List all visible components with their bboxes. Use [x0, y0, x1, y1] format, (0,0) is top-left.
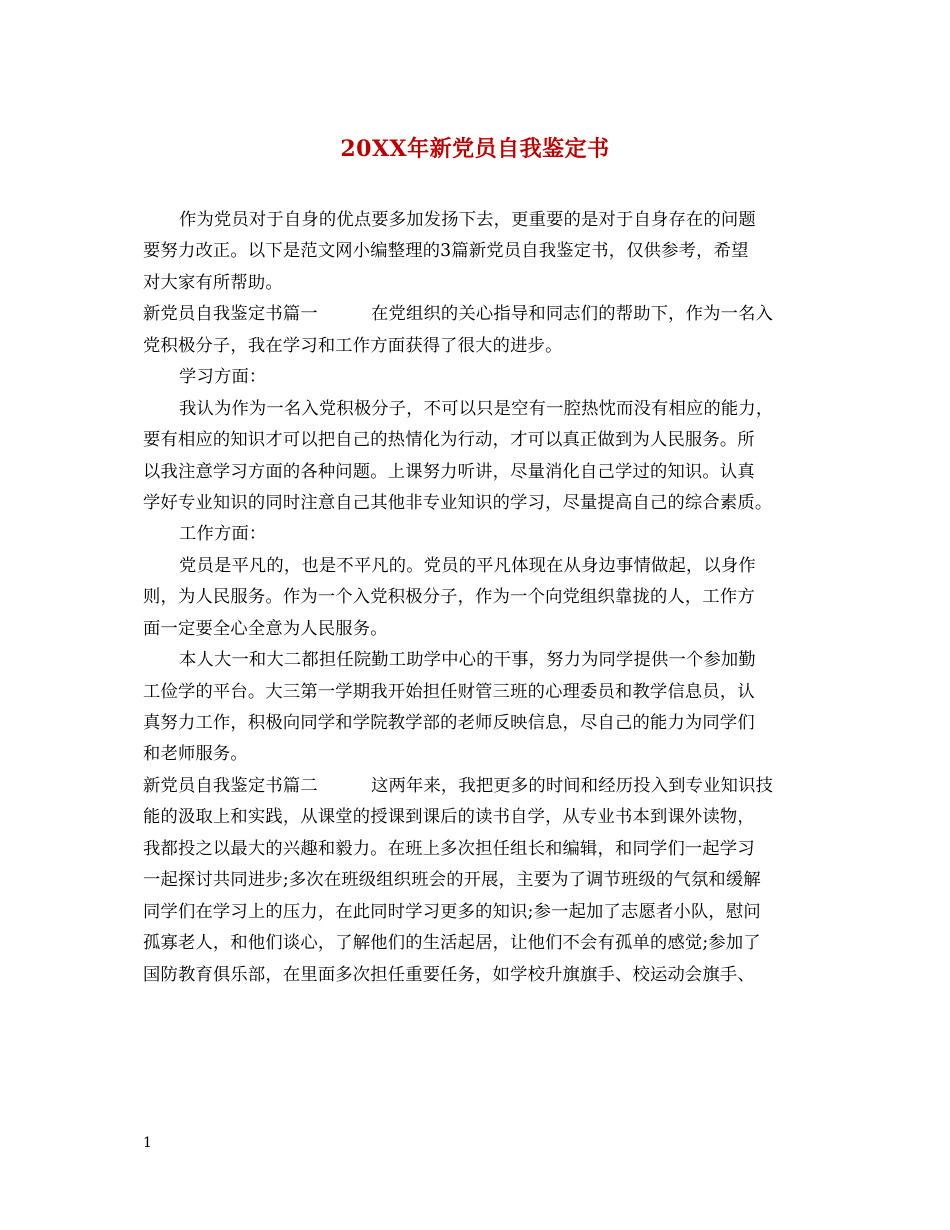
paragraph-line: [143, 362, 823, 393]
line-text: 要有相应的知识才可以把自己的热情化为行动，才可以真正做到为人民服务。所: [143, 430, 755, 451]
line-text: 我认为作为一名入党积极分子，不可以只是空有一腔热忱而没有相应的能力，: [179, 398, 774, 419]
section-line: [143, 771, 823, 802]
line-text: 党员是平凡的，也是不平凡的。党员的平凡体现在从身边事情做起，以身作: [179, 555, 756, 576]
line-text: 学习方面：: [179, 367, 267, 388]
line-text: 以我注意学习方面的各种问题。上课努力听讲，尽量消化自己学过的知识。认真: [143, 461, 755, 482]
paragraph-line: [143, 928, 823, 959]
line-text: 则，为人民服务。作为一个入党积极分子，作为一个向党组织靠拢的人，工作方: [143, 587, 755, 608]
section-line: [143, 299, 823, 330]
paragraph-line: [143, 645, 823, 676]
paragraph-line: [143, 205, 823, 236]
line-text: 本人大一和大二都担任院勤工助学中心的干事，努力为同学提供一个参加勤: [179, 650, 756, 671]
line-text: 这两年来，我把更多的时间和经历投入到专业知识技: [371, 775, 774, 796]
paragraph-line: [143, 677, 823, 708]
paragraph-line: [143, 960, 823, 991]
line-text: 和老师服务。: [143, 744, 248, 765]
paragraph-line: [143, 519, 823, 550]
line-text: 要努力改正。以下是范文网小编整理的3篇新党员自我鉴定书，仅供参考，希望: [143, 241, 749, 262]
line-text: 同学们在学习上的压力，在此同时学习更多的知识;参一起加了志愿者小队，慰问: [143, 901, 761, 922]
paragraph-line: [143, 834, 823, 865]
section-heading: 新党员自我鉴定书篇一: [143, 304, 318, 325]
line-text: 面一定要全心全意为人民服务。: [143, 618, 388, 639]
line-text: 对大家有所帮助。: [143, 272, 283, 293]
section-heading: 新党员自我鉴定书篇二: [143, 775, 318, 796]
paragraph-line: [143, 614, 823, 645]
paragraph-line: [143, 802, 823, 833]
paragraph-line: [143, 897, 823, 928]
line-text: 能的汲取上和实践，从课堂的授课到课后的读书自学，从专业书本到课外读物，: [143, 807, 755, 828]
line-text: 我都投之以最大的兴趣和毅力。在班上多次担任组长和编辑，和同学们一起学习: [143, 838, 755, 859]
paragraph-line: [143, 551, 823, 582]
document-body: [143, 205, 823, 991]
paragraph-line: [143, 708, 823, 739]
line-text: 工作方面：: [179, 524, 267, 545]
paragraph-line: [143, 457, 823, 488]
paragraph-line: [143, 739, 823, 770]
line-text: 工俭学的平台。大三第一学期我开始担任财管三班的心理委员和教学信息员，认: [143, 681, 755, 702]
page-number: 1: [143, 1135, 152, 1151]
paragraph-line: [143, 394, 823, 425]
paragraph-line: [143, 425, 823, 456]
paragraph-line: [143, 582, 823, 613]
line-text: 学好专业知识的同时注意自己其他非专业知识的学习，尽量提高自己的综合素质。: [143, 492, 773, 513]
line-text: 在党组织的关心指导和同志们的帮助下，作为一名入: [371, 304, 774, 325]
line-text: 作为党员对于自身的优点要多加发扬下去，更重要的是对于自身存在的问题: [179, 210, 756, 230]
paragraph-line: [143, 865, 823, 896]
paragraph-line: [143, 331, 823, 362]
paragraph-line: [143, 488, 823, 519]
line-text: 党积极分子，我在学习和工作方面获得了很大的进步。: [143, 335, 563, 356]
page-title: 20XX年新党员自我鉴定书: [340, 136, 610, 162]
line-text: 一起探讨共同进步;多次在班级组织班会的开展，主要为了调节班级的气氛和缓解: [143, 870, 761, 891]
paragraph-line: [143, 236, 823, 267]
line-text: 孤寡老人，和他们谈心，了解他们的生活起居，让他们不会有孤单的感觉;参加了: [143, 933, 761, 954]
line-text: 真努力工作，积极向同学和学院教学部的老师反映信息，尽自己的能力为同学们: [143, 713, 755, 733]
line-text: 国防教育俱乐部，在里面多次担任重要任务，如学校升旗旗手、校运动会旗手、: [143, 964, 755, 985]
paragraph-line: [143, 268, 823, 299]
